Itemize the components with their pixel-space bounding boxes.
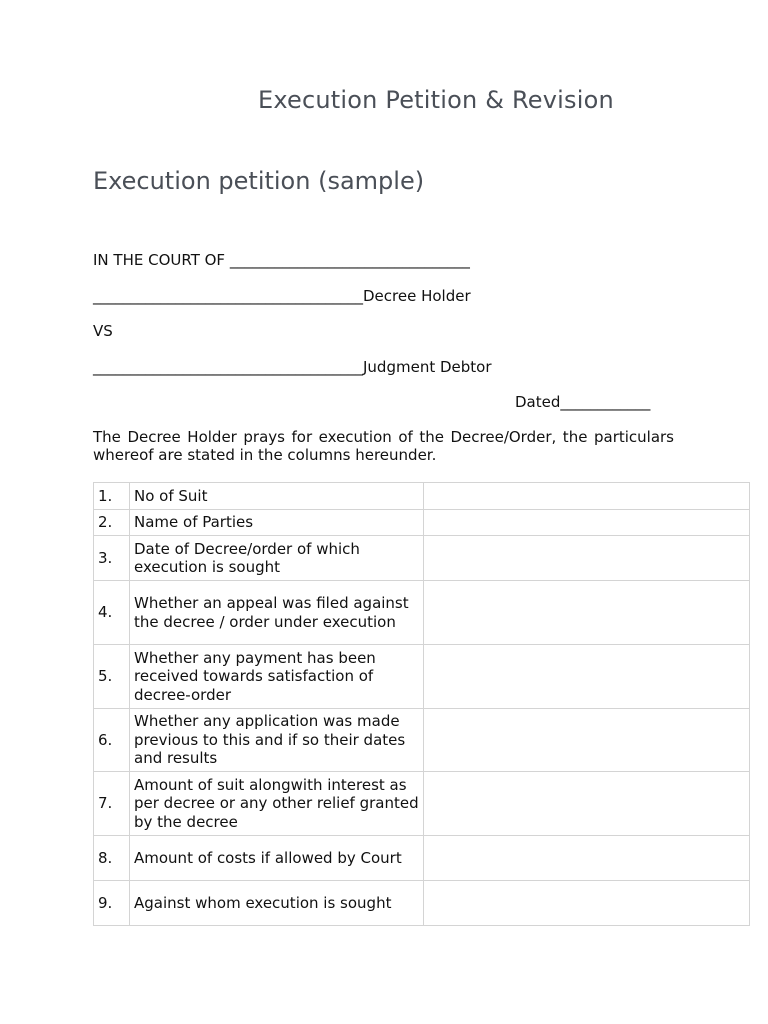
row-label: Against whom execution is sought bbox=[130, 881, 424, 926]
row-value-cell[interactable] bbox=[424, 836, 750, 881]
row-value-cell[interactable] bbox=[424, 536, 750, 581]
intro-paragraph: The Decree Holder prays for execution of the Decree/Order, the particulars whereof are stated in the columns hereunder. bbox=[93, 428, 674, 464]
table-row bbox=[94, 483, 750, 510]
row-label: Whether an appeal was filed against the decree / order under execution bbox=[130, 581, 424, 645]
table-row bbox=[94, 836, 750, 881]
row-value-cell[interactable] bbox=[424, 881, 750, 926]
row-number: 9. bbox=[94, 881, 130, 926]
row-value-cell[interactable] bbox=[424, 581, 750, 645]
row-label: Name of Parties bbox=[130, 510, 424, 536]
row-label: Amount of costs if allowed by Court bbox=[130, 836, 424, 881]
table-row bbox=[94, 772, 750, 836]
court-line: IN THE COURT OF ________________________________ bbox=[93, 251, 470, 269]
row-number: 4. bbox=[94, 581, 130, 645]
row-number: 8. bbox=[94, 836, 130, 881]
vs-label: VS bbox=[93, 322, 113, 340]
table-row bbox=[94, 510, 750, 536]
row-number: 6. bbox=[94, 709, 130, 772]
row-number: 5. bbox=[94, 645, 130, 709]
row-number: 1. bbox=[94, 483, 130, 510]
document-title: Execution Petition & Revision bbox=[258, 86, 614, 114]
table-row bbox=[94, 709, 750, 772]
row-label: Date of Decree/order of which execution is sought bbox=[130, 536, 424, 581]
dated-line: Dated____________ bbox=[515, 393, 651, 411]
row-label: Whether any payment has been received towards satisfaction of decree-order bbox=[130, 645, 424, 709]
row-value-cell[interactable] bbox=[424, 510, 750, 536]
particulars-table bbox=[93, 482, 750, 926]
row-label: Whether any application was made previous to this and if so their dates and results bbox=[130, 709, 424, 772]
row-value-cell[interactable] bbox=[424, 772, 750, 836]
document-heading: Execution petition (sample) bbox=[93, 167, 425, 195]
row-number: 7. bbox=[94, 772, 130, 836]
row-number: 3. bbox=[94, 536, 130, 581]
table-row bbox=[94, 881, 750, 926]
table-row bbox=[94, 581, 750, 645]
judgment-debtor-line: ____________________________________Judgment Debtor bbox=[93, 358, 492, 376]
table-row bbox=[94, 536, 750, 581]
table-row bbox=[94, 645, 750, 709]
row-value-cell[interactable] bbox=[424, 709, 750, 772]
decree-holder-line: ____________________________________Decree Holder bbox=[93, 287, 471, 305]
row-label: No of Suit bbox=[130, 483, 424, 510]
row-number: 2. bbox=[94, 510, 130, 536]
row-label: Amount of suit alongwith interest as per decree or any other relief granted by the decree bbox=[130, 772, 424, 836]
row-value-cell[interactable] bbox=[424, 645, 750, 709]
row-value-cell[interactable] bbox=[424, 483, 750, 510]
